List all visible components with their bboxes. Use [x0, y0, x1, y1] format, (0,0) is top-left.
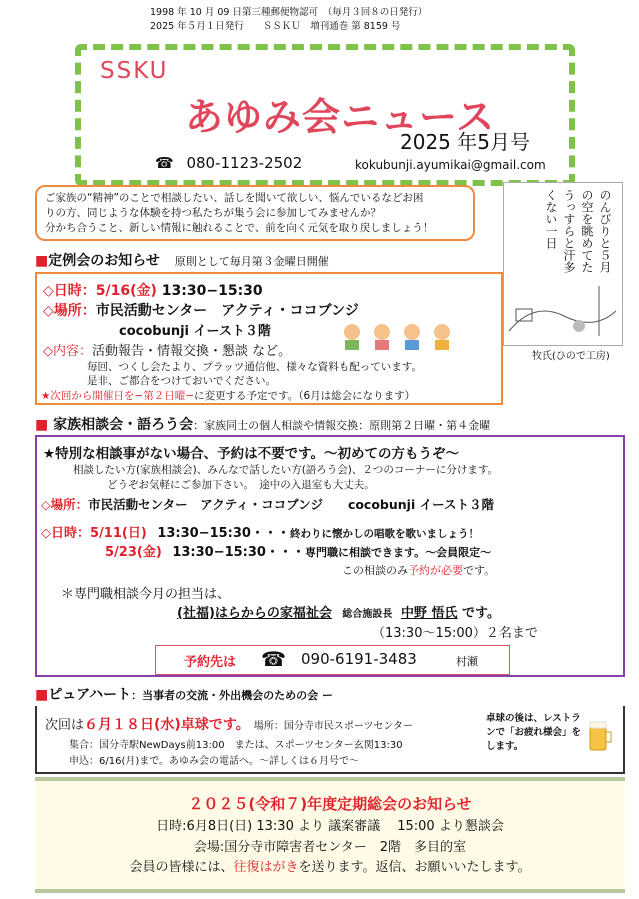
intro-line2: りの方、同じような体験を持つ私たちが集う会に参加してみませんか？	[45, 207, 381, 219]
afterparty-note	[472, 708, 622, 760]
s3-meet: 集合：国分寺駅NewDays前13:00 または、スポーツセンター玄関13:30	[69, 740, 403, 751]
s2-desc1: 相談したい方(家族相談会)、みんなで話したい方(語ろう会)、２つのコーナーに分けます。	[73, 464, 499, 476]
s2-date-label: ◇日時：	[41, 526, 90, 541]
s1-content-value: 活動報告・情報交換・懇談 など。	[92, 344, 292, 359]
s2-pro-name: 中野 悟氏	[400, 606, 458, 621]
section3-title: ピュアハート	[48, 687, 132, 703]
s2-only-b: です。	[463, 564, 496, 577]
newsletter-title: あゆみ会ニュース	[185, 95, 496, 139]
section1-sub: 原則として毎月第３金曜日開催	[174, 255, 329, 268]
haiku-poem: のんびりと５月の空を眺めてたうっすらと汗多くない一日	[544, 189, 612, 273]
reserve-name: 村瀬	[456, 655, 478, 668]
s2-pro1: ＊専門職相談今月の担当は、	[61, 587, 231, 602]
contact-email: kokubunji.ayumikai@gmail.com	[355, 158, 546, 172]
s2-n1: 終わりに懐かしの唱歌を歌いましょう！	[289, 528, 479, 540]
masthead-line1: 1998 年 10 月 09 日第三種郵便物認可 （毎月３回８の日発行）	[150, 7, 428, 18]
meeting-line3-b: を送ります。返信、お願いいたします。	[298, 860, 531, 875]
reserve-label: 予約先は	[184, 655, 237, 670]
s2-place-label: ◇場所：	[41, 497, 89, 512]
artwork-caption: 牧氏(ひので工房)	[532, 351, 610, 362]
s1-date	[43, 280, 263, 300]
s2-t2: 13:30−15:30・・・	[172, 545, 305, 560]
s2-d2: 5/23(金)	[105, 545, 162, 560]
square-bullet-icon: ■	[35, 687, 49, 703]
s2-pro-org: (社福)はらからの家福祉会	[177, 606, 332, 621]
s3-next-place: 場所：国分寺市民スポーツセンター	[253, 721, 414, 732]
s1-place2: cocobunji イースト３階	[119, 324, 271, 339]
afterparty-text: 卓球の後は、レストランで「お疲れ様会」をします。	[486, 713, 582, 752]
s2-pro-end: です。	[462, 606, 500, 621]
s3-next-red: ６月１８日(水)卓球です。	[84, 717, 250, 733]
s2-date2	[105, 541, 491, 560]
s3-apply: 申込：6/16(月)まで。あゆみ会の電話へ。〜詳しくは６月号で〜	[69, 756, 360, 767]
s2-t1: 13:30−15:30・・・	[157, 526, 290, 541]
s3-next	[45, 714, 413, 734]
beer-icon	[586, 718, 616, 754]
s2-pro-line	[177, 602, 500, 621]
intro-box	[35, 185, 475, 241]
masthead-line2: 2025 年５月１日発行 ＳＳＫＵ 増刊通巻 第 8159 号	[150, 21, 401, 32]
reserve-phone: 090-6191-3483	[301, 650, 417, 668]
section2-heading	[35, 414, 490, 434]
annual-meeting-box	[35, 777, 625, 893]
square-bullet-icon: ■	[35, 417, 49, 433]
sketch-illustration	[504, 281, 620, 341]
s1-change-prefix: ★次回から開催日を	[41, 390, 135, 402]
s2-lead: ★特別な相談事がない場合、予約は不要です。〜初めての方もうぞ〜	[43, 446, 460, 462]
section2-title: 家族相談会・語ろう会	[53, 417, 194, 433]
s1-place-value: 市民活動センター アクティ・ココブンジ	[95, 303, 359, 319]
s2-date1	[41, 522, 479, 541]
section1-title: 定例会のお知らせ	[48, 253, 160, 269]
s2-only	[342, 562, 495, 578]
meeting-line3-a: 会員の皆様には、	[129, 860, 234, 875]
section1-heading	[35, 250, 329, 270]
s2-place	[41, 495, 494, 513]
s2-desc2: どうぞお気軽にご参加下さい。 途中の入退室も大丈夫。	[107, 479, 375, 491]
s1-place-label: ◇場所：	[43, 303, 96, 319]
reservation-box	[155, 645, 510, 675]
s3-next-a: 次回は	[45, 718, 85, 733]
s1-content-label: ◇内容：	[43, 344, 92, 359]
s2-only-red: 予約が必要	[408, 564, 463, 577]
section3-sub: ：当事者の交流・外出機会のための会 ー	[131, 689, 333, 702]
s2-only-a: この相談のみ	[342, 564, 408, 577]
meeting-line3	[35, 856, 625, 875]
s1-time: 13:30−15:30	[161, 283, 263, 299]
meeting-line3-red: 往復はがき	[233, 860, 299, 875]
s2-pro-title: 総合施設長	[342, 609, 393, 620]
s1-date-value: 5/16(金)	[95, 283, 157, 299]
phone-number: 080-1123-2502	[186, 154, 303, 172]
people-illustration	[340, 320, 470, 350]
section2-sub: ：家族同士の個人相談や情報交換：原則第２日曜・第４金曜	[193, 419, 491, 432]
s1-place	[43, 300, 359, 320]
s1-change-suffix: に変更する予定です。（6月は総会になります）	[194, 390, 416, 402]
contact-phone	[155, 154, 302, 172]
s2-place-value: 市民活動センター アクティ・ココブンジ cocobunji イースト３階	[88, 497, 494, 512]
meeting-line2: 会場:国分寺市障害者センター 2階 多目的室	[193, 840, 467, 855]
issue-label: 2025 年5月号	[400, 130, 530, 154]
s2-d1: 5/11(日)	[90, 526, 147, 541]
s1-note1: 毎回、つくし会たより、プラッツ通信他、様々な資料も配っています。	[87, 361, 422, 373]
intro-line1: ご家族の“精神”のことで相談したい、話しを聞いて欲しい、悩んでいるなどお困	[45, 192, 424, 204]
s1-change-red: −第２日曜−	[134, 390, 195, 402]
square-bullet-icon: ■	[35, 253, 49, 269]
meeting-title: ２０２５(令和７)年度定期総会のお知らせ	[188, 795, 472, 813]
section2-box	[35, 435, 625, 677]
section3-heading	[35, 684, 333, 704]
s2-pro-time: （13:30〜15:00）２名まで	[372, 626, 538, 641]
masthead	[150, 6, 427, 34]
s2-n2: 専門職に相談できます。〜会員限定〜	[304, 546, 492, 559]
s1-change	[41, 388, 415, 403]
org-name: SSKU	[100, 58, 169, 84]
phone-icon: ☎	[261, 647, 286, 671]
haiku-artwork	[503, 182, 623, 346]
s1-content	[43, 340, 291, 359]
s1-date-label: ◇日時：	[43, 283, 96, 299]
phone-icon: ☎	[155, 154, 174, 172]
intro-line3: 分かち合うこと、新しい情報に触れることで、前を向く元気を取り戻しましょう！	[45, 222, 434, 234]
s1-note2: 是非、ご都合をつけておいでください。	[87, 375, 276, 387]
meeting-line1: 日時:6月8日(日) 13:30 より 議案審議 15:00 より懇談会	[156, 819, 504, 834]
